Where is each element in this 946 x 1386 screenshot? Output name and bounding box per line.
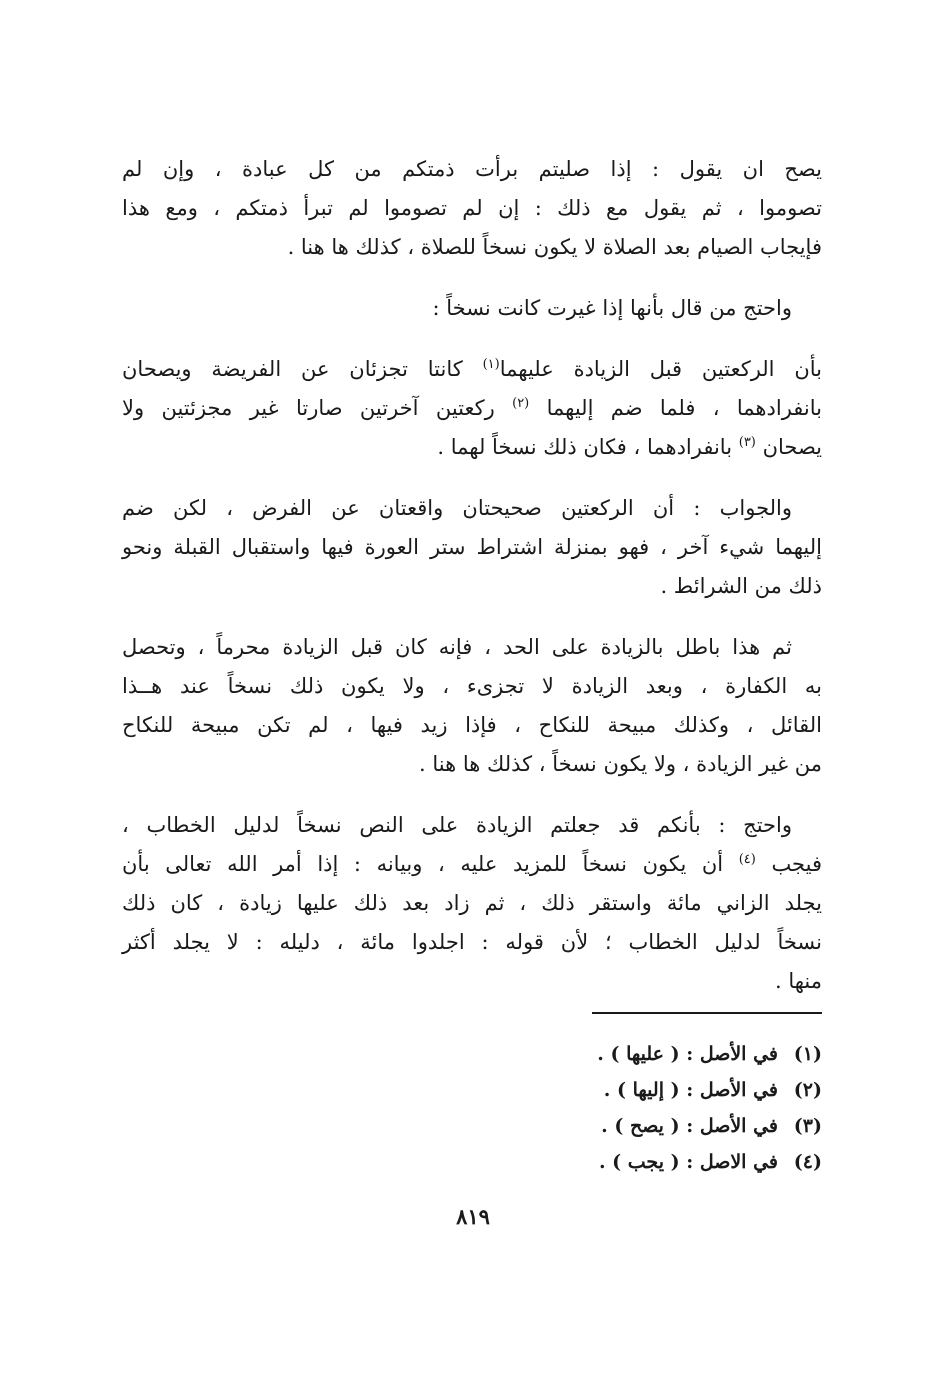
text-line: يصح ان يقول : إذا صليتم برأت ذمتكم من كل عبادة ، وإن لم bbox=[122, 157, 822, 181]
paragraph-4 bbox=[122, 489, 822, 606]
footnote-ref-3[interactable]: (٣) bbox=[738, 435, 756, 450]
text-segment: كانتا تجزئان عن الفريضة ويصحان bbox=[122, 357, 483, 381]
paragraph-3 bbox=[122, 350, 822, 467]
paragraph-5 bbox=[122, 628, 822, 784]
text-segment: يصحان bbox=[762, 435, 822, 459]
text-segment: بانفرادهما ، فكان ذلك نسخاً لهما . bbox=[437, 435, 739, 459]
footnote-2 bbox=[422, 1072, 822, 1108]
footnote-number: (٣) bbox=[793, 1115, 822, 1137]
footnote-text: في الاصل : ( يجب ) . bbox=[598, 1151, 778, 1173]
footnote-divider bbox=[592, 1012, 822, 1014]
text-line bbox=[122, 350, 822, 389]
text-line: فإيجاب الصيام بعد الصلاة لا يكون نسخاً للصلاة ، كذلك ها هنا . bbox=[287, 235, 822, 259]
footnote-3 bbox=[422, 1108, 822, 1144]
text-line: واحتج : بأنكم قد جعلتم الزيادة على النص نسخاً لدليل الخطاب ، bbox=[122, 813, 792, 837]
text-line bbox=[122, 428, 822, 467]
paragraph-1 bbox=[122, 150, 822, 267]
text-line: تصوموا ، ثم يقول مع ذلك : إن لم تصوموا لم تبرأ ذمتكم ، ومع هذا bbox=[122, 196, 822, 220]
footnote-text: في الأصل : ( إليها ) . bbox=[603, 1079, 778, 1101]
footnote-text: في الأصل : ( عليها ) . bbox=[597, 1043, 778, 1065]
text-line: ذلك من الشرائط . bbox=[660, 574, 822, 598]
footnote-number: (١) bbox=[793, 1043, 822, 1065]
text-line bbox=[122, 845, 822, 884]
text-segment: فيجب bbox=[771, 852, 822, 876]
text-line: القائل ، وكذلك مبيحة للنكاح ، فإذا زيد فيها ، لم تكن مبيحة للنكاح bbox=[122, 713, 822, 737]
footnote-text: في الأصل : ( يصح ) . bbox=[601, 1115, 778, 1137]
footnote-ref-1[interactable]: (١) bbox=[482, 357, 500, 372]
text-segment: بأن الركعتين قبل الزيادة عليهما bbox=[499, 357, 822, 381]
footnote-1 bbox=[422, 1036, 822, 1072]
text-segment: بانفرادهما ، فلما ضم إليهما bbox=[546, 396, 822, 420]
main-text bbox=[122, 150, 822, 1023]
text-segment: ركعتين آخرتين صارتا غير مجزئتين ولا bbox=[122, 396, 513, 420]
footnote-4 bbox=[422, 1144, 822, 1180]
text-line: واحتج من قال بأنها إذا غيرت كانت نسخاً : bbox=[432, 296, 792, 320]
paragraph-6 bbox=[122, 806, 822, 1001]
text-line bbox=[122, 389, 822, 428]
footnote-number: (٤) bbox=[793, 1151, 822, 1173]
footnote-ref-4[interactable]: (٤) bbox=[738, 852, 756, 867]
text-line: يجلد الزاني مائة واستقر ذلك ، ثم زاد بعد ذلك عليها زيادة ، كان ذلك bbox=[122, 891, 822, 915]
text-line: إليهما شيء آخر ، فهو بمنزلة اشتراط ستر العورة فيها واستقبال القبلة ونحو bbox=[122, 535, 822, 559]
footnote-ref-2[interactable]: (٢) bbox=[512, 396, 530, 411]
text-line: به الكفارة ، وبعد الزيادة لا تجزىء ، ولا يكون ذلك نسخاً عند هــذا bbox=[122, 674, 822, 698]
paragraph-2 bbox=[122, 289, 822, 328]
text-line: ثم هذا باطل بالزيادة على الحد ، فإنه كان قبل الزيادة محرماً ، وتحصل bbox=[122, 635, 792, 659]
text-segment: أن يكون نسخاً للمزيد عليه ، وبيانه : إذا أمر الله تعالى بأن bbox=[122, 852, 739, 876]
page-number: ٨١٩ bbox=[456, 1204, 490, 1229]
text-line: منها . bbox=[774, 969, 822, 993]
text-line: من غير الزيادة ، ولا يكون نسخاً ، كذلك ها هنا . bbox=[419, 752, 822, 776]
text-line: والجواب : أن الركعتين صحيحتان واقعتان عن الفرض ، لكن ضم bbox=[122, 496, 792, 520]
footnotes bbox=[422, 1036, 822, 1180]
text-line: نسخاً لدليل الخطاب ؛ لأن قوله : اجلدوا مائة ، دليله : لا يجلد أكثر bbox=[122, 930, 822, 954]
footnote-number: (٢) bbox=[793, 1079, 822, 1101]
